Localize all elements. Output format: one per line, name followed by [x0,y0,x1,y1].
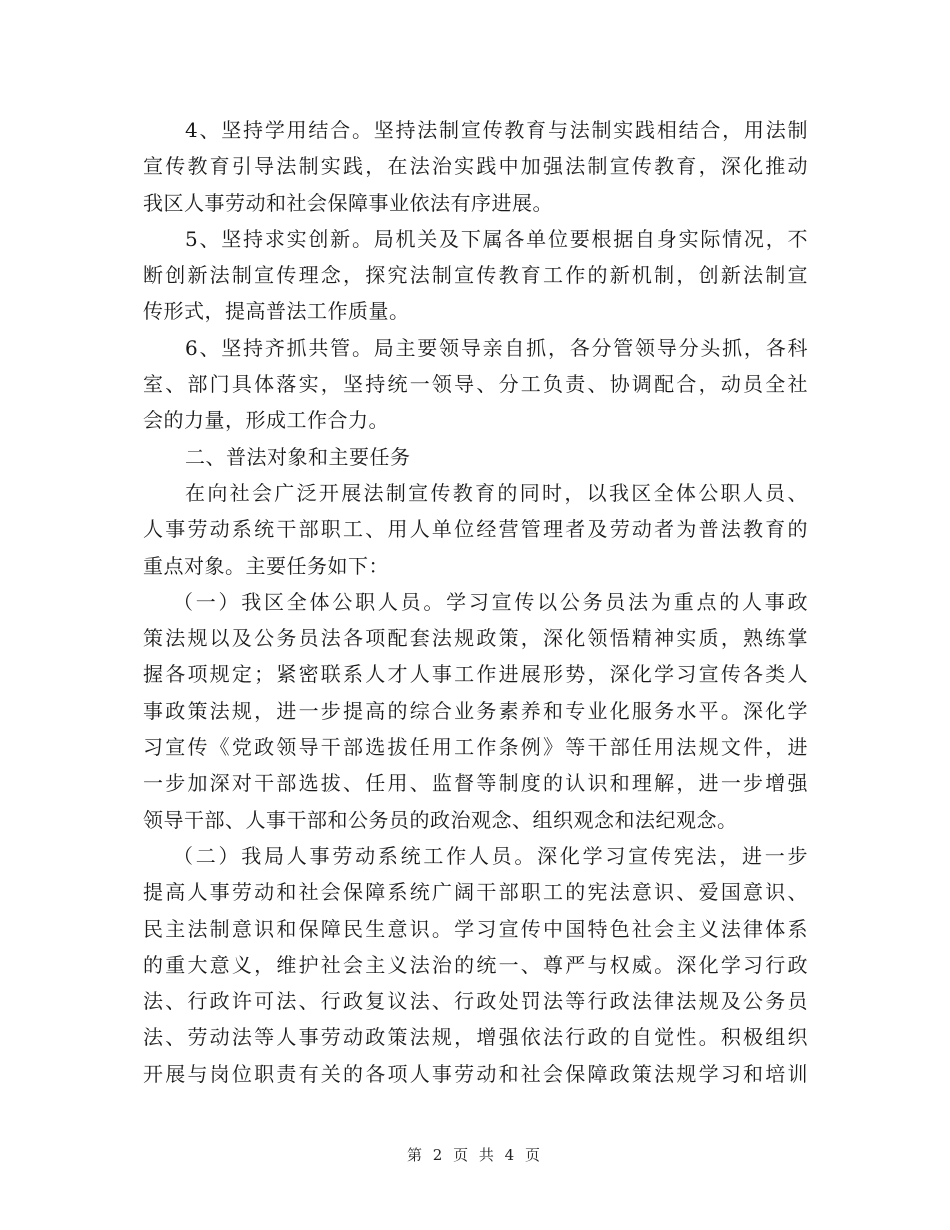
section-heading [143,439,808,475]
text-line: 的重大意义，维护社会主义法治的统一、尊严与权威。深化学习行政 [143,952,808,977]
document-body [143,112,808,1092]
paragraph-principle-4 [143,112,808,221]
text-line: 我区人事劳动和社会保障事业依法有序进展。 [143,190,553,215]
heading-line: 二、普法对象和主要任务 [185,444,411,469]
text-line: 握各项规定；紧密联系人才人事工作进展形势，深化学习宣传各类人 [143,662,808,687]
text-line: 领导干部、人事干部和公务员的政治观念、组织观念和法纪观念。 [143,807,738,832]
text-line: 宣传教育引导法制实践，在法治实践中加强法制宣传教育，深化推动 [143,154,808,179]
text-line: 开展与岗位职责有关的各项人事劳动和社会保障政策法规学习和培训 [143,1061,808,1086]
text-line: 重点对象。主要任务如下： [143,553,389,578]
paragraph-principle-6 [143,330,808,439]
paragraph-principle-5 [143,221,808,330]
text-line: 策法规以及公务员法各项配套法规政策，深化领悟精神实质，熟练掌 [143,626,808,651]
text-line: 人事劳动系统干部职工、用人单位经营管理者及劳动者为普法教育的 [143,517,808,542]
text-line: 民主法制意识和保障民生意识。学习宣传中国特色社会主义法律体系 [143,916,808,941]
text-line: （一）我区全体公职人员。学习宣传以公务员法为重点的人事政 [173,589,808,614]
text-line: 传形式，提高普法工作质量。 [143,299,410,324]
paragraph-task-1 [143,584,808,838]
text-line: 会的力量，形成工作合力。 [143,408,389,433]
page-number-footer: 第 2 页 共 4 页 [407,1146,543,1164]
text-line: 一步加深对干部选拔、任用、监督等制度的认识和理解，进一步增强 [143,771,808,796]
text-line: 习宣传《党政领导干部选拔任用工作条例》等干部任用法规文件，进 [143,735,808,760]
text-line: 在向社会广泛开展法制宣传教育的同时，以我区全体公职人员、 [185,480,808,505]
text-line: 5、坚持求实创新。局机关及下属各单位要根据自身实际情况，不 [185,226,808,251]
text-line: 4、坚持学用结合。坚持法制宣传教育与法制实践相结合，用法制 [185,118,808,142]
text-line: 法、劳动法等人事劳动政策法规，增强依法行政的自觉性。积极组织 [143,1025,808,1050]
text-line: 法、行政许可法、行政复议法、行政处罚法等行政法律法规及公务员 [143,989,808,1014]
text-line: （二）我局人事劳动系统工作人员。深化学习宣传宪法，进一步 [173,843,808,868]
paragraph-targets-intro [143,475,808,584]
text-line: 断创新法制宣传理念，探究法制宣传教育工作的新机制，创新法制宣 [143,263,808,288]
text-line: 6、坚持齐抓共管。局主要领导亲自抓，各分管领导分头抓，各科 [185,335,808,360]
text-line: 事政策法规，进一步提高的综合业务素养和专业化服务水平。深化学 [143,698,808,723]
text-line: 提高人事劳动和社会保障系统广阔干部职工的宪法意识、爱国意识、 [143,880,808,905]
paragraph-task-2 [143,838,808,1092]
text-line: 室、部门具体落实，坚持统一领导、分工负责、协调配合，动员全社 [143,372,808,397]
